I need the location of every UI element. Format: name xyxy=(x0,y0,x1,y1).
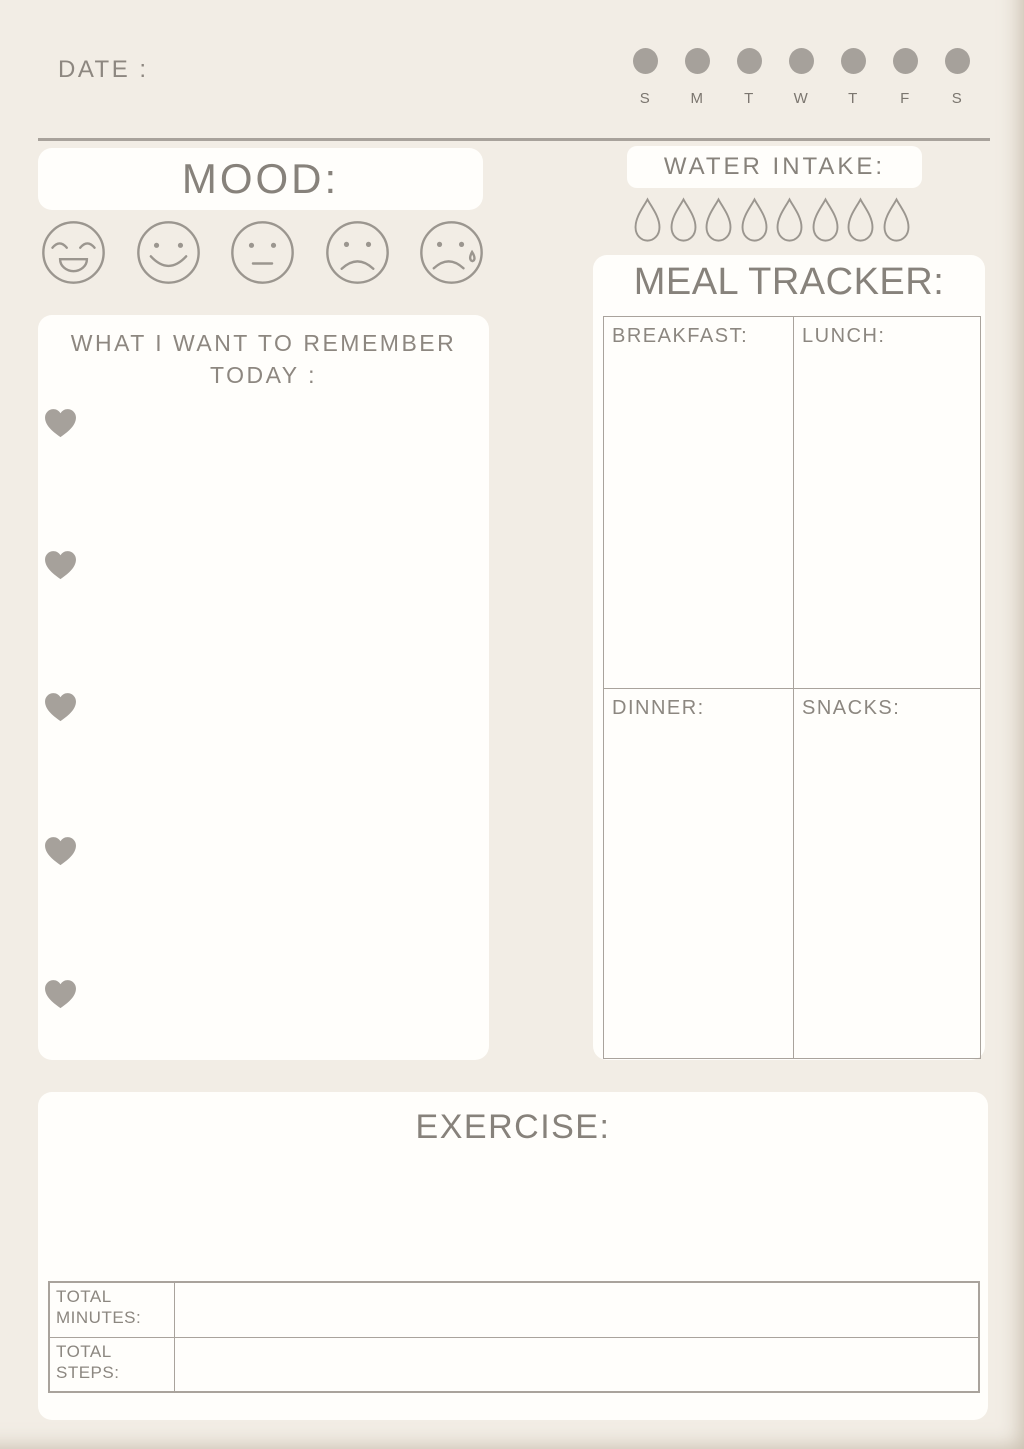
day-dot-icon[interactable] xyxy=(789,48,814,74)
day-letter: T xyxy=(848,90,858,107)
exercise-section xyxy=(38,1092,988,1420)
water-droplet-icon[interactable] xyxy=(775,197,804,243)
exercise-title: EXERCISE: xyxy=(415,1108,611,1146)
meal-tracker-title: MEAL TRACKER: xyxy=(633,261,945,303)
day-letter: S xyxy=(951,90,963,107)
total-steps-label: TOTAL STEPS: xyxy=(50,1338,175,1392)
day-letter: M xyxy=(690,90,704,107)
frowning-face-icon[interactable] xyxy=(324,219,391,286)
day-column-wednesday xyxy=(788,48,814,107)
water-droplet-icon[interactable] xyxy=(740,197,769,243)
week-day-selector xyxy=(632,48,970,107)
mood-title: MOOD: xyxy=(181,155,340,202)
heart-bullet-icon xyxy=(44,836,77,866)
dinner-value[interactable] xyxy=(612,720,787,760)
snacks-value[interactable] xyxy=(802,720,974,760)
remember-title-line2: TODAY : xyxy=(210,362,317,389)
total-minutes-value[interactable] xyxy=(175,1283,978,1337)
date-input-area[interactable] xyxy=(160,52,540,86)
exercise-totals-table xyxy=(48,1281,980,1393)
exercise-notes-area[interactable] xyxy=(52,1156,972,1274)
mood-section xyxy=(38,148,483,210)
day-letter: F xyxy=(900,90,910,107)
remember-title xyxy=(38,327,489,391)
dinner-cell[interactable] xyxy=(604,689,794,1058)
water-droplet-icon[interactable] xyxy=(882,197,911,243)
total-minutes-row xyxy=(50,1283,978,1337)
meal-tracker-section xyxy=(593,255,985,1060)
day-dot-icon[interactable] xyxy=(893,48,918,74)
dinner-label: DINNER: xyxy=(612,697,705,719)
heart-bullet-icon xyxy=(44,550,77,580)
water-droplet-icon[interactable] xyxy=(669,197,698,243)
total-steps-row xyxy=(50,1337,978,1392)
total-steps-value[interactable] xyxy=(175,1338,978,1392)
day-dot-icon[interactable] xyxy=(945,48,970,74)
day-dot-icon[interactable] xyxy=(633,48,658,74)
day-dot-icon[interactable] xyxy=(737,48,762,74)
water-droplets-row xyxy=(633,197,911,243)
breakfast-value[interactable] xyxy=(612,348,787,388)
remember-title-line1: WHAT I WANT TO REMEMBER xyxy=(70,330,457,356)
breakfast-label: BREAKFAST: xyxy=(612,325,749,347)
water-droplet-icon[interactable] xyxy=(633,197,662,243)
heart-bullet-icon xyxy=(44,692,77,722)
snacks-cell[interactable] xyxy=(794,689,980,1058)
day-column-saturday xyxy=(944,48,970,107)
breakfast-cell[interactable] xyxy=(604,317,794,689)
neutral-face-icon[interactable] xyxy=(229,219,296,286)
mood-options-row xyxy=(40,219,485,286)
day-column-tuesday xyxy=(736,48,762,107)
day-column-sunday xyxy=(632,48,658,107)
lunch-cell[interactable] xyxy=(794,317,980,689)
smiling-face-icon[interactable] xyxy=(135,219,202,286)
day-column-friday xyxy=(892,48,918,107)
day-dot-icon[interactable] xyxy=(841,48,866,74)
laughing-face-icon[interactable] xyxy=(40,219,107,286)
heart-bullet-icon xyxy=(44,408,77,438)
remember-section xyxy=(38,315,489,1060)
day-letter: T xyxy=(744,90,754,107)
day-letter: S xyxy=(639,90,651,107)
total-minutes-label: TOTAL MINUTES: xyxy=(50,1283,175,1337)
remember-notes-area[interactable] xyxy=(83,405,477,1048)
day-dot-icon[interactable] xyxy=(685,48,710,74)
lunch-value[interactable] xyxy=(802,348,974,388)
header-divider xyxy=(38,138,990,141)
water-droplet-icon[interactable] xyxy=(811,197,840,243)
water-droplet-icon[interactable] xyxy=(846,197,875,243)
water-intake-section xyxy=(627,146,922,188)
water-droplet-icon[interactable] xyxy=(704,197,733,243)
heart-bullet-icon xyxy=(44,979,77,1009)
day-column-monday xyxy=(684,48,710,107)
water-intake-title: WATER INTAKE: xyxy=(663,153,886,180)
lunch-label: LUNCH: xyxy=(802,325,886,347)
date-label: DATE : xyxy=(58,56,149,83)
day-letter: W xyxy=(793,90,809,107)
meal-table xyxy=(603,316,981,1059)
crying-face-icon[interactable] xyxy=(418,219,485,286)
snacks-label: SNACKS: xyxy=(802,697,901,719)
day-column-thursday xyxy=(840,48,866,107)
